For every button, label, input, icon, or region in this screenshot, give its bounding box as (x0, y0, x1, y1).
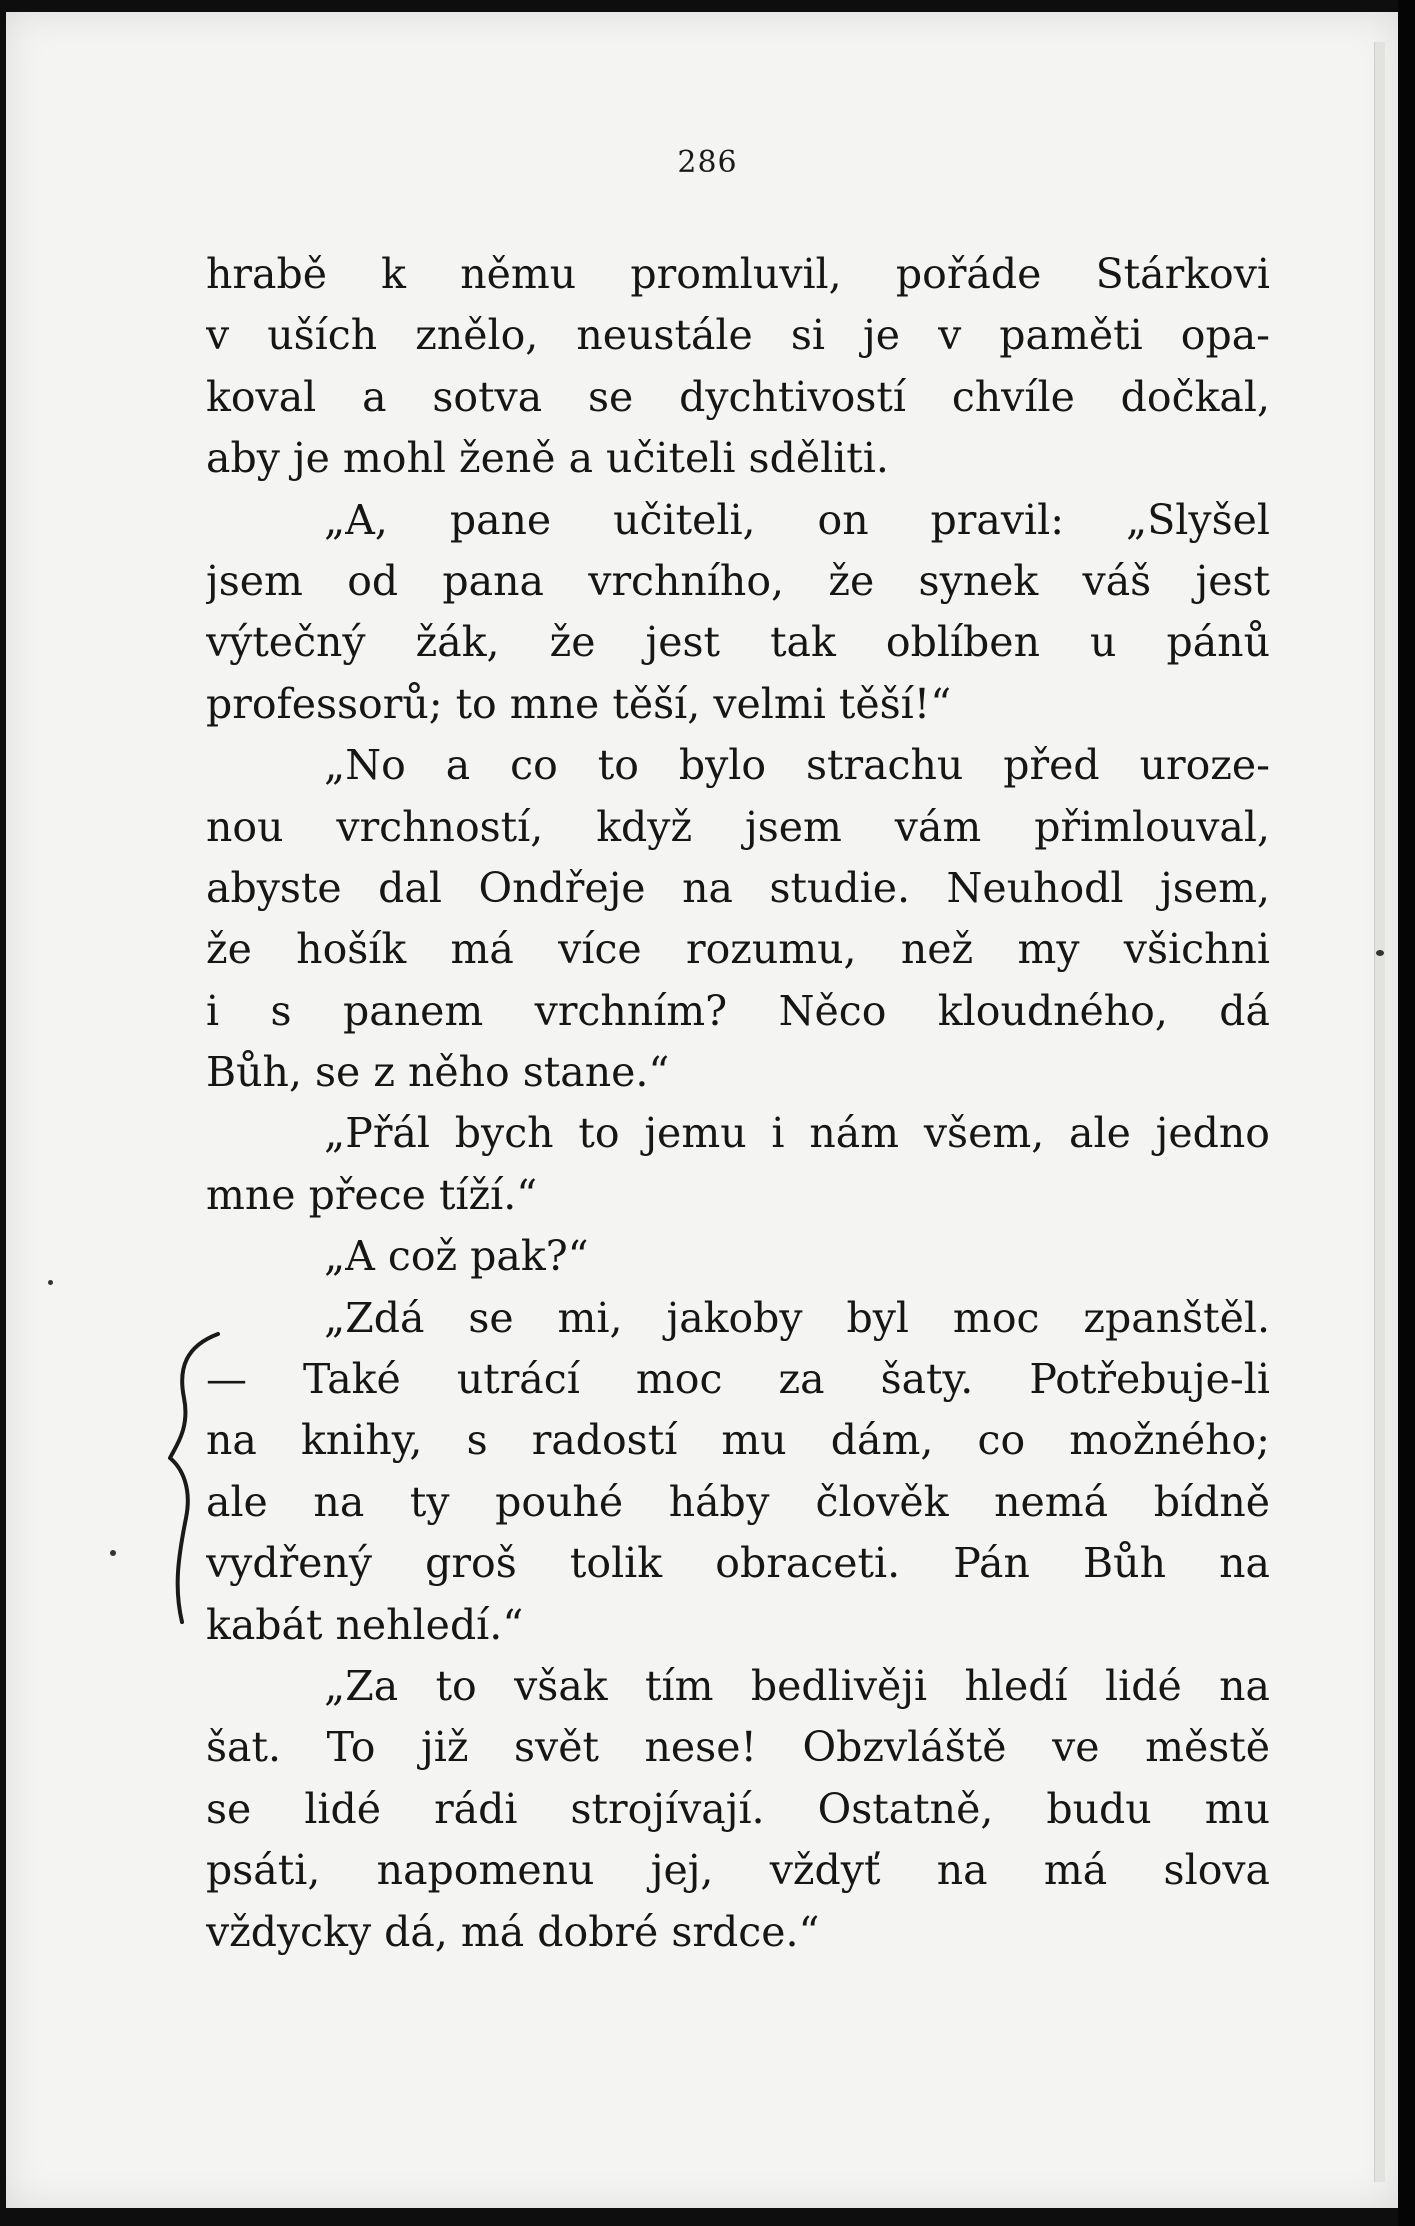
scan-speck (1376, 950, 1384, 956)
text-line: výtečný žák, že jest tak oblíben u pánů (206, 618, 1270, 667)
text-line: vydřený groš tolik obraceti. Pán Bůh na (206, 1539, 1270, 1588)
text-line: na knihy, s radostí mu dám, co možného; (206, 1416, 1270, 1465)
text-line: nou vrchností, když jsem vám přimlouval, (206, 802, 1270, 851)
text-line: „Přál bych to jemu i nám všem, ale jedno (324, 1109, 1270, 1158)
text-line: ale na ty pouhé hábу člověk nemá bídně (206, 1477, 1270, 1526)
page-number: 286 (677, 145, 738, 180)
text-line: „Zdá se mi, jakoby byl moc zpanštěl. (324, 1293, 1270, 1342)
text-line: Bůh, se z něho stane.“ (206, 1048, 670, 1097)
text-line: mne přece tíží.“ (206, 1170, 538, 1219)
body-text (206, 244, 1270, 1963)
text-line: koval a sotva se dychtivostí chvíle dočkal, (206, 372, 1270, 421)
text-line: abyste dal Ondřeje na studie. Neuhodl jsem, (206, 863, 1270, 912)
text-line: — Také utrácí moc za šaty. Potřebuje-li (206, 1355, 1270, 1404)
scan-speck (110, 1550, 116, 1556)
text-line: „No a co to bylo strachu před uroze- (324, 741, 1270, 790)
page-edge-shadow (1374, 42, 1385, 2182)
text-line: aby je mohl ženě a učiteli sděliti. (206, 434, 889, 483)
text-line: kabát nehledí.“ (206, 1600, 524, 1649)
text-line: i s panem vrchním? Něco kloudného, dá (206, 986, 1270, 1035)
text-line: vždycky dá, má dobré srdce.“ (206, 1907, 820, 1956)
scan-border (1398, 0, 1415, 2226)
scan-speck (48, 1280, 53, 1285)
text-line: „Za to však tím bedlivěji hledí lidé na (324, 1661, 1270, 1710)
text-line: professorů; to mne těší, velmi těší!“ (206, 679, 952, 728)
text-line: že hošík má více rozumu, než my všichni (206, 925, 1270, 974)
text-line: „A což pak?“ (324, 1232, 589, 1281)
text-line: šat. To již svět nese! Obzvláště ve městě (206, 1723, 1270, 1772)
text-line: psáti, napomenu jej, vždyť na má slova (206, 1846, 1270, 1895)
text-line: se lidé rádi strojívají. Ostatně, budu mu (206, 1784, 1270, 1833)
text-line: hrabě k němu promluvil, pořáde Stárkovi (206, 250, 1270, 298)
text-line: „A, pane učiteli, on pravil: „Slyšel (324, 495, 1270, 544)
text-line: v uších znělo, neustále si je v paměti opa- (206, 311, 1270, 360)
text-line: jsem od pana vrchního, že synek váš jest (206, 556, 1270, 605)
